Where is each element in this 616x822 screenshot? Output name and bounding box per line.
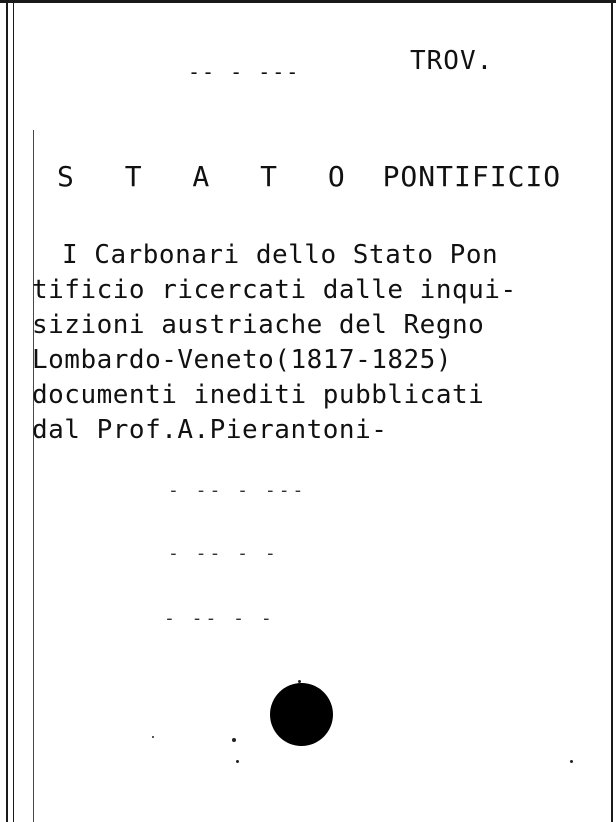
dash-marks: - -- - - [168,543,279,564]
header-dashes: -- - --- [188,60,301,84]
card-title [57,160,561,193]
body-line: documenti inediti pubblicati [32,380,485,410]
body-line: tificio ricercati dalle inqui- [32,275,517,305]
ink-speck [152,736,154,738]
left-margin-rule [6,0,8,822]
title-stato: S T A T O [57,160,358,193]
ink-speck [232,738,236,742]
left-margin-rule-faint [33,130,34,822]
ink-speck [570,760,573,763]
title-pontificio: PONTIFICIO [382,160,562,193]
ink-speck [298,680,301,683]
card-body [32,238,612,448]
body-line: sizioni austriache del Regno [32,310,485,340]
dash-marks: - -- - --- [168,480,307,501]
left-margin-rule-inner [13,0,14,822]
body-line: dal Prof.A.Pierantoni- [32,415,388,445]
punch-hole [270,683,333,746]
top-edge-rule [0,0,616,3]
body-line: I Carbonari dello Stato Pon [62,240,499,270]
category-label: TROV. [410,46,494,76]
dash-marks: - -- - - [164,608,275,629]
body-line: Lombardo-Veneto(1817-1825) [32,345,452,375]
ink-speck [236,760,239,763]
